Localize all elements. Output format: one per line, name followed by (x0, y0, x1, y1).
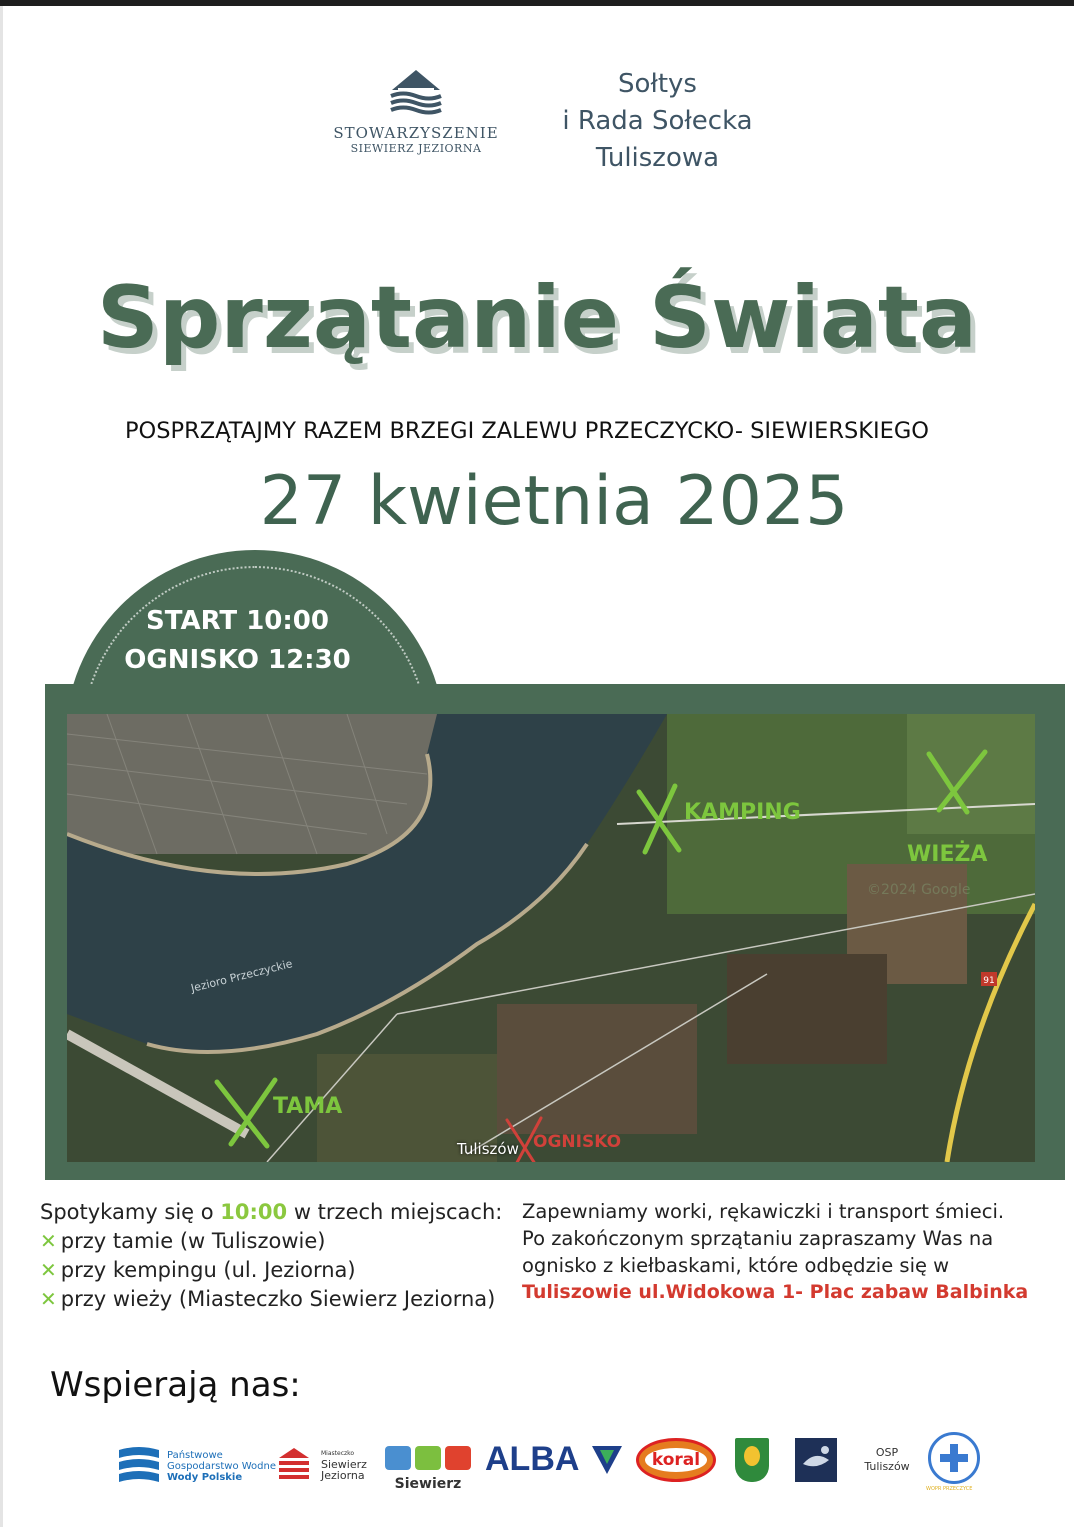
wopr-logo (928, 1432, 980, 1484)
soltys-line: Tuliszowa (595, 143, 720, 173)
x-bullet-icon: ✕ (40, 1287, 57, 1311)
stripes-icon (277, 1446, 311, 1480)
town-label: Tuliszów (457, 1140, 519, 1158)
start-time: START 10:00 (146, 606, 329, 636)
miasteczko-logo: Miasteczko Siewierz Jeziorna (277, 1446, 311, 1484)
wody-polskie-logo: Państwowe Gospodarstwo Wodne Wody Polskie (117, 1444, 161, 1488)
alba-logo: ALBA (485, 1440, 580, 1478)
satellite-map (67, 714, 1035, 1162)
tama-label: TAMA (273, 1094, 343, 1119)
left-border (0, 6, 3, 1527)
list-item: ✕ przy wieży (Miasteczko Siewierz Jeziorna) (40, 1287, 496, 1311)
x-bullet-icon: ✕ (40, 1258, 57, 1282)
soltys-block (540, 66, 775, 177)
info-line: ognisko z kiełbaskami, które odbędzie się w (522, 1254, 950, 1277)
water-icon (117, 1444, 161, 1484)
event-address: Tuliszowie ul.Widokowa 1- Plac zabaw Balbinka (522, 1281, 1029, 1303)
ognisko-label: OGNISKO (533, 1132, 622, 1152)
alba-v-icon (590, 1444, 624, 1480)
siewierz-icons (384, 1444, 472, 1472)
map-watermark: ©2024 Google (867, 882, 971, 898)
x-bullet-icon: ✕ (40, 1229, 57, 1253)
association-logo (325, 68, 507, 155)
meeting-intro: Spotykamy się o 10:00 w trzech miejscach: (40, 1200, 503, 1224)
soltys-line: i Rada Sołecka (562, 106, 753, 136)
lake-label: Jezioro Przeczyckie (189, 957, 294, 995)
info-line: Zapewniamy worki, rękawiczki i transport śmieci. (522, 1200, 1005, 1223)
osp-logo: OSP Tuliszów (864, 1446, 910, 1473)
wieza-label: WIEŻA (907, 842, 988, 867)
list-item: ✕ przy kempingu (ul. Jeziorna) (40, 1258, 356, 1282)
soltys-line: Sołtys (618, 69, 697, 99)
map-graphic (67, 714, 1035, 1162)
sponsor-logos (0, 1430, 1074, 1500)
coat-of-arms-icon (735, 1438, 769, 1482)
support-heading: Wspierają nas: (50, 1365, 301, 1405)
association-name: STOWARZYSZENIE (333, 124, 499, 142)
road-number: 91 (983, 976, 995, 986)
subtitle: POSPRZĄTAJMY RAZEM BRZEGI ZALEWU PRZECZYCKO- SIEWIERSKIEGO (124, 418, 930, 444)
event-date: 27 kwietnia 2025 (259, 462, 849, 541)
association-subtitle: SIEWIERZ JEZIORNA (350, 142, 482, 155)
bonfire-time: OGNISKO 12:30 (124, 645, 351, 675)
provision-info (522, 1198, 1062, 1306)
meeting-info (40, 1198, 502, 1314)
wopr-caption: WOPR PRZECZYCE (926, 1486, 973, 1492)
siewierz-logo: Siewierz (384, 1444, 472, 1492)
page-title: Sprzątanie Świata (96, 268, 978, 368)
meeting-time: 10:00 (220, 1200, 288, 1224)
info-line: Po zakończonym sprzątaniu zapraszamy Was na (522, 1227, 994, 1250)
kamping-label: KAMPING (684, 800, 801, 825)
list-item: ✕ przy tamie (w Tuliszowie) (40, 1229, 326, 1253)
waves-icon (386, 68, 446, 116)
top-border (0, 0, 1074, 6)
fishing-association-icon (795, 1438, 837, 1482)
koral-logo: koral (636, 1438, 716, 1482)
